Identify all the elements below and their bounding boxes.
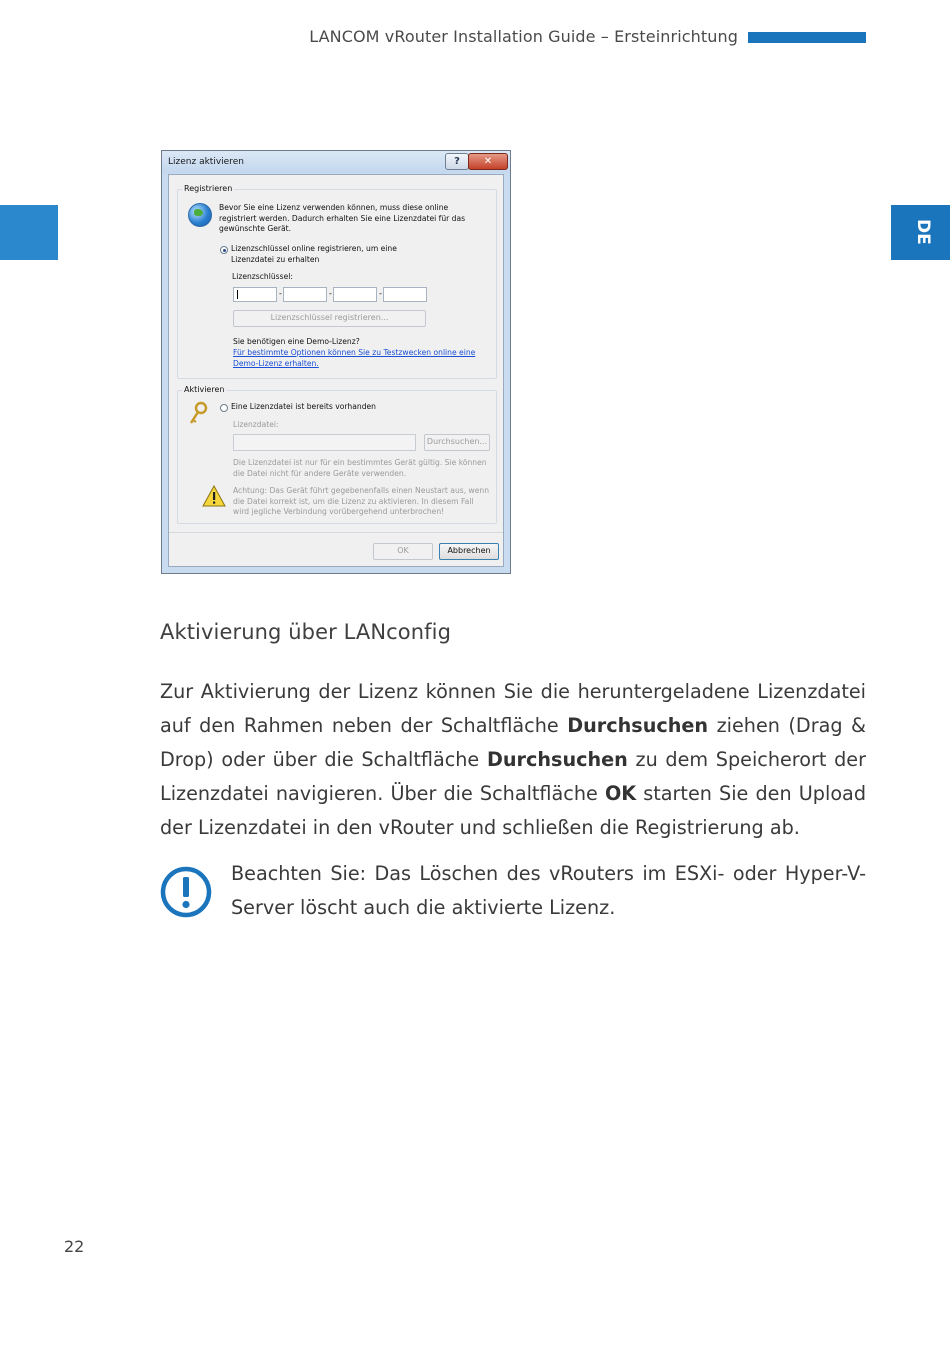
activate-group-label: Aktivieren <box>184 385 225 394</box>
dialog-body <box>168 174 504 567</box>
dialog-title: Lizenz aktivieren <box>168 157 244 167</box>
para-text: starten Sie den Upload der Lizenzdatei in den vRouter und schließen die Registrierung ab. <box>160 782 866 839</box>
close-button[interactable]: ✕ <box>468 153 508 170</box>
restart-warning: Achtung: Das Gerät führt gegebenenfalls einen Neustart aus, wenn die Datei korrekt ist, um die Lizenz zu aktivieren. In diesem Fall wird jegliche Verbindung vorübergehend unterbrochen! <box>233 486 490 516</box>
browse-button[interactable]: Durchsuchen... <box>424 434 490 451</box>
para-text: ziehen (Drag & Drop) oder über die Schaltfläche <box>160 714 866 771</box>
bold-durchsuchen: Durchsuchen <box>567 714 709 737</box>
license-key-field-1[interactable] <box>233 287 277 302</box>
cancel-button[interactable]: Abbrechen <box>439 543 499 560</box>
key-separator: - <box>379 289 382 298</box>
key-separator: - <box>279 289 282 298</box>
exclamation-icon <box>160 866 212 918</box>
license-key-field-3[interactable] <box>333 287 377 302</box>
ok-button[interactable]: OK <box>373 543 433 560</box>
register-group-label: Registrieren <box>184 184 233 193</box>
language-tab-label: DE <box>913 219 933 245</box>
license-key-field-4[interactable] <box>383 287 427 302</box>
header-accent-bar <box>748 32 866 43</box>
help-button[interactable]: ? <box>445 153 469 170</box>
note-text: Beachten Sie: Das Löschen des vRouters im ESXi- oder Hyper-V-Server löscht auch die aktivierte Lizenz. <box>231 862 866 919</box>
existing-file-label: Eine Lizenzdatei ist bereits vorhanden <box>231 402 376 411</box>
language-tab <box>891 205 950 260</box>
para-text: Zur Aktivierung der Lizenz können Sie die heruntergeladene Lizenzdatei auf den Rahmen neben der Schaltfläche <box>160 680 866 737</box>
left-margin-tab <box>0 205 58 260</box>
warning-icon <box>202 485 226 507</box>
license-file-label: Lizenzdatei: <box>233 420 279 429</box>
license-key-field-2[interactable] <box>283 287 327 302</box>
bold-durchsuchen: Durchsuchen <box>486 748 628 771</box>
demo-question: Sie benötigen eine Demo-Lizenz? <box>233 337 360 346</box>
license-dialog-screenshot <box>161 150 511 574</box>
body-paragraph <box>160 675 866 845</box>
register-key-button[interactable]: Lizenzschlüssel registrieren... <box>233 310 426 327</box>
existing-file-radio[interactable] <box>220 404 228 412</box>
bold-ok: OK <box>604 782 637 805</box>
key-icon <box>187 401 209 427</box>
dialog-separator <box>169 532 503 533</box>
register-online-label: Lizenzschlüssel online registrieren, um eine Lizenzdatei zu erhalten <box>231 244 397 264</box>
license-file-note: Die Lizenzdatei ist nur für ein bestimmtes Gerät gültig. Sie können die Datei nicht für andere Geräte verwenden. <box>233 458 487 478</box>
register-online-radio[interactable] <box>220 246 228 254</box>
globe-icon <box>188 203 212 227</box>
section-heading: Aktivierung über LANconfig <box>160 620 452 644</box>
page-number: 22 <box>64 1237 85 1256</box>
para-text: zu dem Speicherort der Lizenzdatei navigieren. Über die Schaltfläche <box>160 748 866 805</box>
demo-license-link[interactable]: Für bestimmte Optionen können Sie zu Testzwecken online eine Demo-Lizenz erhalten. <box>233 348 476 368</box>
key-separator: - <box>329 289 332 298</box>
register-intro: Bevor Sie eine Lizenz verwenden können, muss diese online registriert werden. Dadurch erhalten Sie eine Lizenzdatei für das gewünschte Gerät. <box>219 203 466 233</box>
dialog-titlebar <box>162 151 510 173</box>
license-file-input[interactable] <box>233 434 416 451</box>
license-key-label: Lizenzschlüssel: <box>232 272 293 281</box>
running-header: LANCOM vRouter Installation Guide – Ersteinrichtung <box>309 27 738 46</box>
